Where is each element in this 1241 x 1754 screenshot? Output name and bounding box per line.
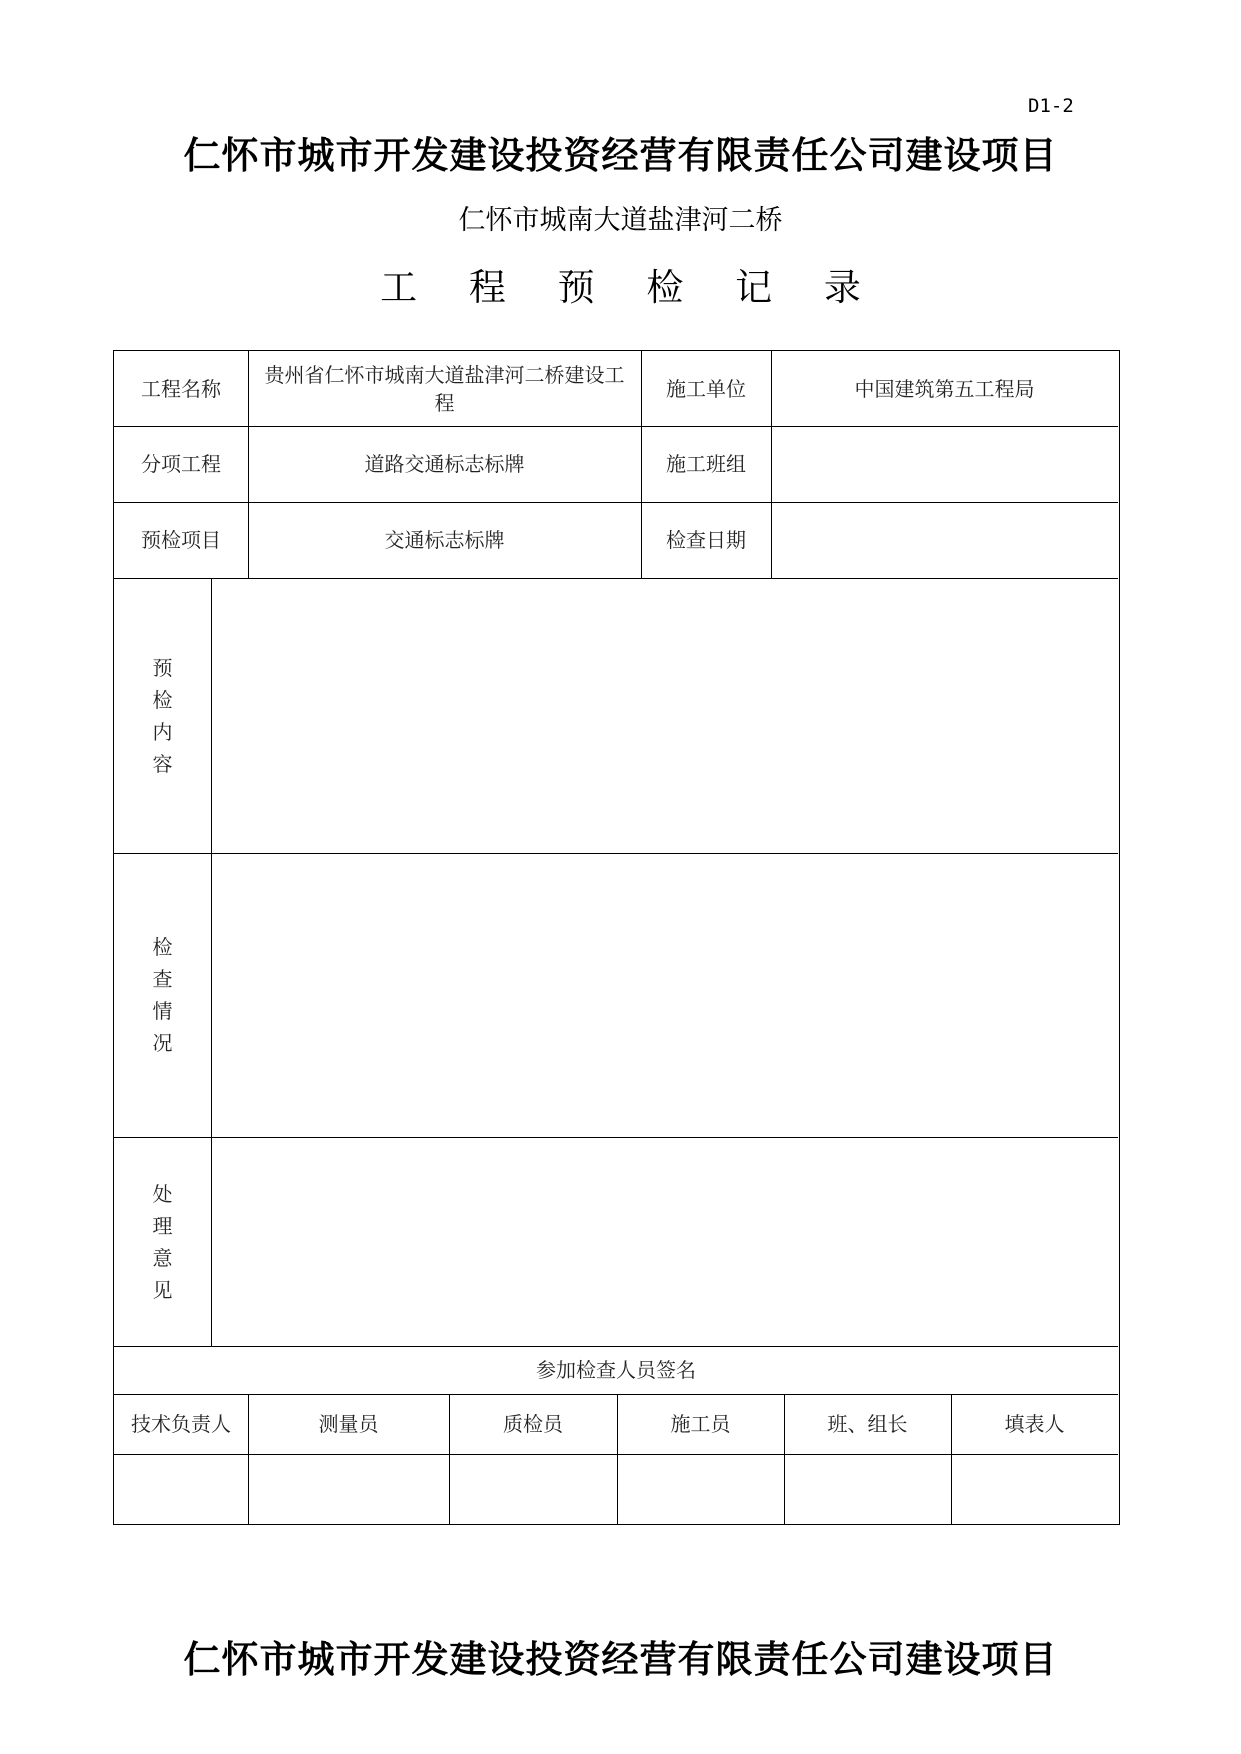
pre-check-content-label: 预检内容: [152, 655, 173, 776]
role-form-filler: 填表人: [1004, 1412, 1065, 1436]
sub-item-label: 分项工程: [141, 452, 221, 476]
handling-opinion-area: [211, 1137, 1118, 1346]
role-surveyor: 测量员: [318, 1412, 379, 1436]
signature-technical-lead: [114, 1454, 248, 1524]
section-label-cell: [114, 1137, 211, 1346]
role-quality-inspector: 质检员: [503, 1412, 563, 1436]
sub-item-value: 道路交通标志标牌: [364, 452, 525, 476]
role-technical-lead: 技术负责人: [131, 1412, 231, 1436]
section-label-cell: [114, 578, 211, 853]
check-date-label: 检查日期: [666, 528, 746, 552]
inspection-status-area: [211, 853, 1118, 1137]
work-team-label: 施工班组: [666, 452, 746, 476]
company-heading: 仁怀市城市开发建设投资经营有限责任公司建设项目: [183, 133, 1058, 177]
work-team-value: [771, 426, 1118, 502]
signature-quality-inspector: [449, 1454, 617, 1524]
signature-team-leader: [784, 1454, 951, 1524]
signature-constructor: [617, 1454, 784, 1524]
inspection-form: [113, 350, 1120, 1525]
project-name-value: 贵州省仁怀市城南大道盐津河二桥建设工程: [264, 362, 625, 415]
footer-heading: 仁怀市城市开发建设投资经营有限责任公司建设项目: [183, 1637, 1058, 1681]
pre-check-item-label: 预检项目: [141, 528, 221, 552]
project-subtitle: 仁怀市城南大道盐津河二桥: [458, 205, 783, 236]
pre-check-item-value: 交通标志标牌: [384, 528, 505, 552]
inspection-status-label: 检查情况: [152, 935, 173, 1055]
role-constructor: 施工员: [670, 1412, 731, 1436]
project-name-label: 工程名称: [141, 376, 221, 401]
construction-unit-value: 中国建筑第五工程局: [854, 376, 1035, 401]
signature-form-filler: [951, 1454, 1118, 1524]
construction-unit-label: 施工单位: [666, 376, 746, 401]
handling-opinion-label: 处理意见: [152, 1181, 173, 1302]
pre-check-content-area: [211, 578, 1118, 853]
section-label-cell: [114, 853, 211, 1137]
signature-header: 参加检查人员签名: [536, 1358, 696, 1382]
record-title: 工 程 预 检 记 录: [380, 266, 881, 309]
check-date-value: [771, 502, 1118, 578]
document-code: D1-2: [1028, 95, 1074, 117]
signature-surveyor: [248, 1454, 449, 1524]
role-team-leader: 班、组长: [827, 1412, 908, 1436]
